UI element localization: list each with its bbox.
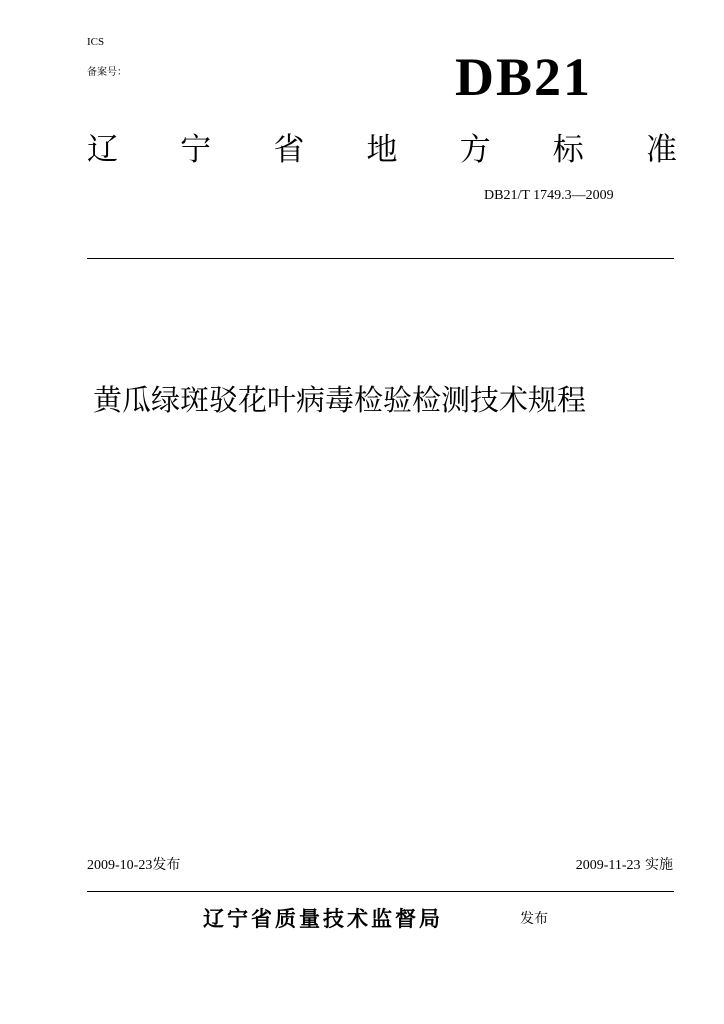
- ics-label: ICS: [87, 36, 105, 48]
- implementation-date: [576, 854, 673, 874]
- issuing-authority: 辽宁省质量技术监督局: [203, 906, 443, 931]
- implementation-date-value: 2009-11-23: [575, 858, 641, 873]
- top-divider: [87, 258, 674, 259]
- standard-type-char: 宁: [180, 132, 212, 168]
- standard-type-heading: [87, 128, 677, 172]
- implementation-date-label: 实施: [645, 857, 673, 873]
- standard-type-char: 方: [459, 132, 491, 168]
- issue-date: [87, 854, 180, 874]
- standard-type-char: 省: [273, 132, 305, 168]
- bottom-divider: [87, 891, 674, 892]
- standard-code: DB21: [455, 47, 593, 107]
- document-title: 黄瓜绿斑驳花叶病毒检验检测技术规程: [93, 383, 587, 417]
- standard-type-char: 准: [645, 132, 677, 168]
- standard-type-char: 辽: [87, 132, 118, 168]
- issuer-issue-label: 发布: [520, 911, 548, 927]
- standard-type-char: 标: [552, 132, 584, 168]
- standard-number: DB21/T 1749.3—2009: [484, 188, 614, 203]
- record-number-label: 备案号：: [87, 67, 127, 78]
- standard-type-char: 地: [366, 132, 398, 168]
- issue-date-label: 发布: [152, 857, 181, 873]
- issue-date-value: 2009-10-23: [87, 858, 153, 873]
